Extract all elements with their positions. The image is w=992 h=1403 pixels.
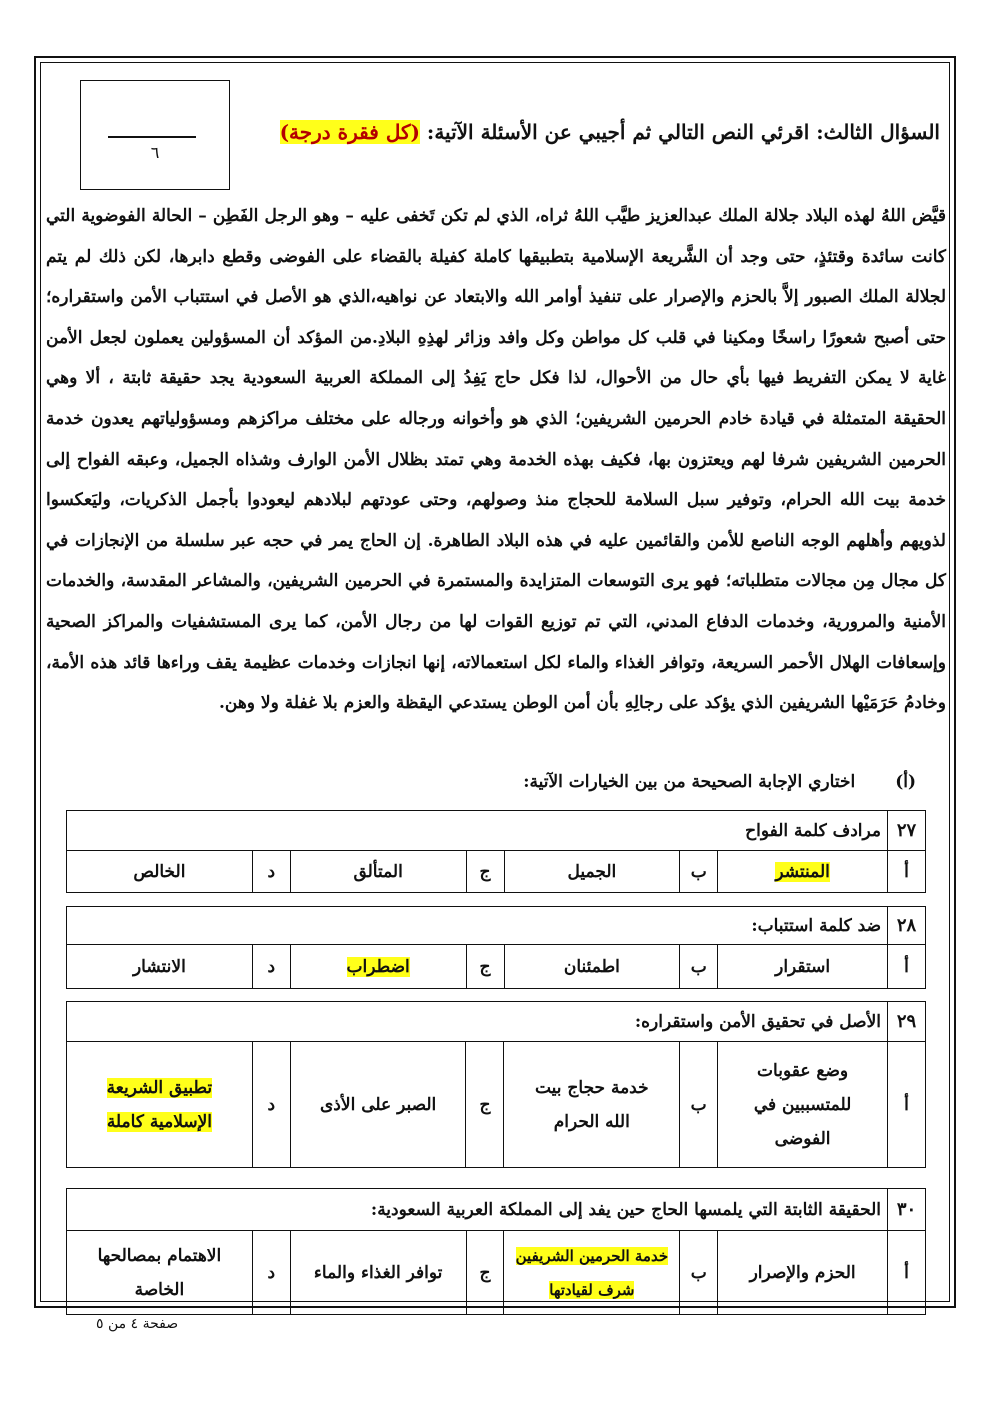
- option-c[interactable]: توافر الغذاء والماء: [290, 1231, 466, 1315]
- question-title-text: السؤال الثالث: اقرئي النص التالي ثم أجيبي عن الأسئلة الآتية:: [419, 120, 940, 144]
- reading-passage: قيَّض اللهُ لهذه البلاد جلالة الملك عبدالعزيز طيَّب اللهُ ثراه، الذي لم تكن تَخفى عليه – وهو الرجل الفَطِن – الحالة الفوضوية التي كانت سائدة وقتئذٍ، حتى وجد أن الشَّريعة الإسلامية بتطبيقها كاملة كفيلة بالقضاء على الفوضى وقطع دابرها، لكن ذلك لم يتم لجلالة الملك الصبور إلاَّ بالحزم والإصرار على تنفيذ أوامر الله والابتعاد عن نواهيه،الذي هو الأصل في استتباب الأمن واستقراره؛ حتى أصبح شعورًا راسخًا ومكينا في قلب كل مواطن وكل وافد وزائر لهذِهِ البلادِ.من المؤكد أن المسؤولين يعملون لجعل الأمن غاية لا يمكن التفريط فيها بأي حال من الأحوال، لذا فكل حاج يَفِدُ إلى المملكة العربية السعودية يجد حقيقة ثابتة ، ألا وهي الحقيقة المتمثلة في قيادة خادم الحرمين الشريفين؛ الذي هو وأخوانه ورجاله على مختلف مراكزهم ومسؤولياتهم يعدون خدمة الحرمين الشريفين شرفا لهم ويعتزون بها، فكيف بهذه الخدمة وهي تمتد بظلال الأمن الوارف وشذاه الجميل، وعبقه الفواح إلى خدمة بيت الله الحرام، وتوفير سبل السلامة للحجاج منذ وصولهم، وحتى عودتهم لبلادهم ليعودوا بأجمل الذكريات، وليَعكسوا لذويهم وأهلهم الوجه الناصع للأمن والقائمين عليه في هذه البلاد الطاهرة. إن الحاج يمر في حجه عبر سلسلة من الإنجازات في كل مجال مِن مجالات متطلباته؛ فهو يرى التوسعات المتزايدة والمستمرة في الحرمين الشريفين، والمشاعر المقدسة، والخدمات الأمنية والمرورية، وخدمات الدفاع المدني، التي تم توزيع القوات لها من رجال الأمن، كما يرى المستشفيات والمراكز الصحية وإسعافات الهلال الأحمر السريعة، وتوافر الغذاء والماء لكل استعمالاته، إنها انجازات وخدمات عظيمة يقف وراءها قائد هذه الأمة، وخادمُ حَرَمَيْها الشريفين الذي يؤكد على رجالِهِ بأن أمن الوطن يستدعي اليقظة والعزم بلا غفلة ولا وهن.: [46, 206, 946, 714]
- option-letter-a: أ: [888, 1231, 926, 1315]
- option-a[interactable]: الحزم والإصرار: [718, 1231, 888, 1315]
- question-29: [66, 1001, 926, 1168]
- option-text: اضطراب: [346, 956, 410, 977]
- option-text: تطبيق الشريعة الإسلامية كاملة: [106, 1077, 213, 1132]
- instruction-label: (أ): [895, 772, 916, 792]
- option-a[interactable]: استقرار: [718, 945, 888, 989]
- question-stem: مرادف كلمة الفواح: [67, 811, 888, 851]
- question-number: ٣٠: [888, 1189, 926, 1231]
- option-letter-b: ب: [680, 945, 718, 989]
- question-title: [280, 120, 940, 144]
- question-27: [66, 810, 926, 893]
- question-number: ٢٩: [888, 1002, 926, 1042]
- option-letter-a: أ: [888, 1042, 926, 1168]
- instruction: [523, 772, 916, 792]
- score-total: ٦: [150, 143, 160, 162]
- score-box: [80, 80, 230, 190]
- question-stem: ضد كلمة استتباب:: [67, 907, 888, 945]
- option-text: خدمة الحرمين الشريفين شرف لقيادتها: [515, 1246, 669, 1299]
- option-b[interactable]: اطمئنان: [504, 945, 680, 989]
- option-letter-d: د: [252, 1042, 290, 1168]
- option-letter-d: د: [252, 1231, 290, 1315]
- score-line: [108, 136, 196, 138]
- option-letter-b: ب: [680, 1042, 718, 1168]
- page-number: صفحة ٤ من ٥: [96, 1316, 179, 1332]
- question-stem: الحقيقة الثابتة التي يلمسها الحاج حين يفد إلى المملكة العربية السعودية:: [67, 1189, 888, 1231]
- question-number: ٢٨: [888, 907, 926, 945]
- option-letter-c: ج: [466, 1231, 504, 1315]
- option-letter-a: أ: [888, 851, 926, 893]
- question-number: ٢٧: [888, 811, 926, 851]
- option-letter-d: د: [252, 945, 290, 989]
- option-letter-b: ب: [680, 1231, 718, 1315]
- option-d[interactable]: الاهتمام بمصالحها الخاصة: [67, 1231, 253, 1315]
- option-letter-a: أ: [888, 945, 926, 989]
- option-letter-c: ج: [466, 945, 504, 989]
- option-a[interactable]: [718, 851, 888, 893]
- option-d[interactable]: الانتشار: [67, 945, 253, 989]
- question-stem: الأصل في تحقيق الأمن واستقراره:: [67, 1002, 888, 1042]
- option-b[interactable]: الجميل: [504, 851, 680, 893]
- option-text: المنتشر: [775, 861, 830, 882]
- option-d[interactable]: الخالص: [67, 851, 253, 893]
- option-b[interactable]: [504, 1231, 680, 1315]
- option-a[interactable]: وضع عقوبات للمتسببين في الفوضى: [718, 1042, 888, 1168]
- option-c[interactable]: [290, 945, 466, 989]
- instruction-text: اختاري الإجابة الصحيحة من بين الخيارات الآتية:: [523, 772, 856, 792]
- option-b[interactable]: خدمة حجاج بيت الله الحرام: [504, 1042, 680, 1168]
- option-c[interactable]: الصبر على الأذى: [290, 1042, 466, 1168]
- option-letter-c: ج: [466, 851, 504, 893]
- option-letter-d: د: [252, 851, 290, 893]
- grading-note: (كل فقرة درجة): [279, 120, 420, 144]
- option-d[interactable]: [67, 1042, 253, 1168]
- option-c[interactable]: المتألق: [290, 851, 466, 893]
- option-letter-c: ج: [466, 1042, 504, 1168]
- option-letter-b: ب: [680, 851, 718, 893]
- question-30: [66, 1188, 926, 1315]
- question-28: [66, 906, 926, 989]
